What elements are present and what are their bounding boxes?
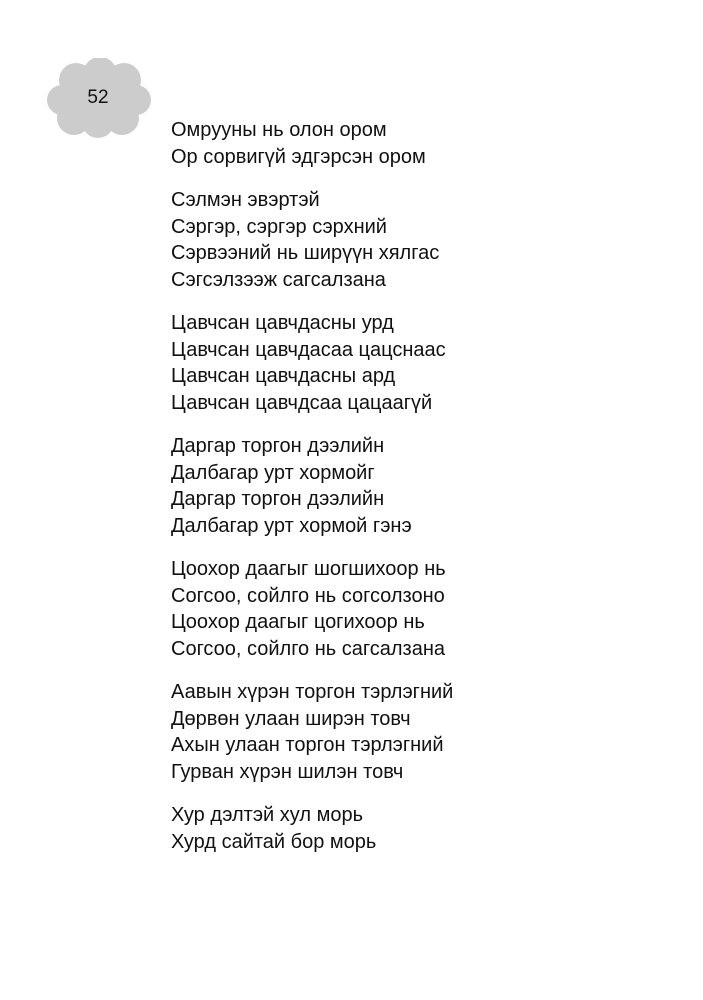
poem-line: Цоохор даагыг шогшихоор нь [171,558,446,580]
poem-line: Гурван хүрэн шилэн товч [171,760,404,783]
page-number: 52 [87,87,109,108]
poem-stanza [171,310,671,416]
poem-line: Омрууны нь олон ором [171,119,387,141]
poem-stanza [171,433,671,539]
poem-line: Согсоо, сойлго нь сагсалзана [171,637,445,660]
poem-stanza [171,187,671,293]
page-number-badge [44,58,152,138]
poem-line: Ахын улаан торгон тэрлэгний [171,734,444,756]
poem-line: Цавчсан цавчдасны урд [171,312,394,334]
poem-line: Ор сорвигүй эдгэрсэн ором [171,145,426,168]
poem-line: Сэргэр, сэргэр сэрхний [171,215,387,238]
poem-line: Дөрвөн улаан ширэн товч [171,707,411,730]
poem-line: Согсоо, сойлго нь согсолзоно [171,584,445,607]
poem-stanza [171,117,671,170]
poem-line: Хурд сайтай бор морь [171,830,377,853]
poem-line: Цавчсан цавчдасны ард [171,365,396,387]
poem-stanza [171,556,671,662]
poem-line: Даргар торгон дээлийн [171,488,385,510]
poem-stanza [171,802,671,855]
poem-line: Сэгсэлзээж сагсалзана [171,268,386,291]
poem-line: Сэрвээний нь ширүүн хялгас [171,242,440,264]
poem-stanza [171,679,671,785]
poem-line: Цавчсан цавчдасаа цацснаас [171,338,446,361]
poem-line: Далбагар урт хормойг [171,461,375,484]
poem-line: Аавын хүрэн торгон тэрлэгний [171,681,454,703]
poem-line: Даргар торгон дээлийн [171,435,385,457]
poem-line: Цоохор даагыг цогихоор нь [171,611,425,633]
poem-line: Цавчсан цавчдсаа цацаагүй [171,391,433,414]
poem-body [171,117,671,872]
poem-line: Далбагар урт хормой гэнэ [171,514,412,537]
poem-line: Сэлмэн эвэртэй [171,189,320,211]
poem-line: Хур дэлтэй хул морь [171,804,363,826]
